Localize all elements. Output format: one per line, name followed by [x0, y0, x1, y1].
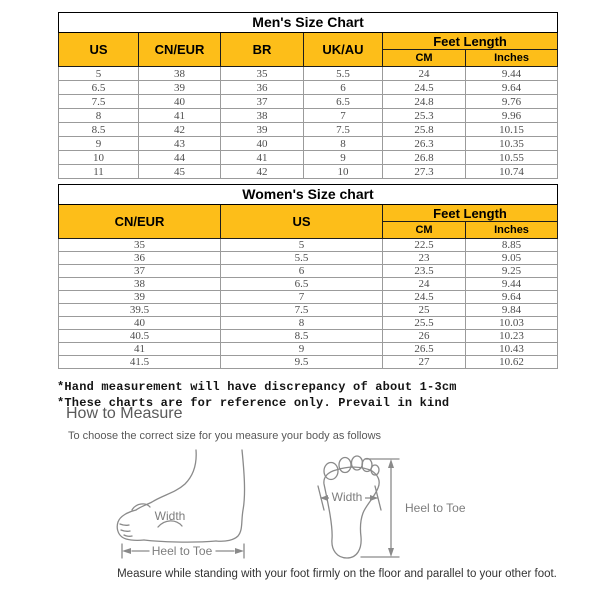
table-cell: 5.5 [221, 252, 383, 265]
table-row [59, 95, 558, 109]
table-cell: 5 [221, 239, 383, 252]
table-cell: 24.5 [383, 291, 466, 304]
table-cell: 39 [139, 81, 221, 95]
table-cell: 7.5 [59, 95, 139, 109]
column-header-feet-length: Feet Length [383, 205, 558, 222]
column-header-inches: Inches [466, 50, 558, 67]
column-header-br: BR [221, 33, 304, 67]
table-cell: 43 [139, 137, 221, 151]
table-cell: 41 [139, 109, 221, 123]
table-cell: 10.55 [466, 151, 558, 165]
table-cell: 41 [221, 151, 304, 165]
side-heel-to-toe-label: Heel to Toe [151, 544, 213, 558]
table-row [59, 330, 558, 343]
table-row [59, 252, 558, 265]
how-to-measure-subheading: To choose the correct size for you measure your body as follows [68, 430, 382, 442]
column-header-cn-eur: CN/EUR [59, 205, 221, 239]
column-header-us: US [221, 205, 383, 239]
table-row [59, 291, 558, 304]
table-cell: 40 [59, 317, 221, 330]
footprint-icon [315, 446, 477, 570]
table-cell: 10.43 [466, 343, 558, 356]
table-cell: 37 [59, 265, 221, 278]
table-cell: 9 [221, 343, 383, 356]
column-header-feet-length: Feet Length [383, 33, 558, 50]
table-row [59, 239, 558, 252]
table-cell: 39 [59, 291, 221, 304]
table-cell: 40.5 [59, 330, 221, 343]
table-cell: 45 [139, 165, 221, 179]
foot-side-view-diagram [108, 448, 258, 570]
table-cell: 10.62 [466, 356, 558, 369]
womens-chart-title: Women's Size chart [59, 185, 558, 205]
table-row [59, 304, 558, 317]
table-cell: 39.5 [59, 304, 221, 317]
table-cell: 24.8 [383, 95, 466, 109]
table-cell: 42 [221, 165, 304, 179]
table-row [59, 356, 558, 369]
table-cell: 26.3 [383, 137, 466, 151]
table-cell: 40 [221, 137, 304, 151]
table-cell: 8.5 [221, 330, 383, 343]
table-cell: 26 [383, 330, 466, 343]
table-cell: 7.5 [304, 123, 383, 137]
womens-chart-body [59, 239, 558, 369]
column-header-uk-au: UK/AU [304, 33, 383, 67]
table-cell: 11 [59, 165, 139, 179]
table-cell: 6.5 [304, 95, 383, 109]
table-cell: 39 [221, 123, 304, 137]
table-cell: 27.3 [383, 165, 466, 179]
table-cell: 44 [139, 151, 221, 165]
mens-size-chart-table [58, 12, 558, 179]
footprint-diagram [315, 446, 477, 570]
side-width-label: Width [154, 509, 186, 523]
how-to-measure-heading: How to Measure [66, 405, 183, 422]
note-hand-measurement: *Hand measurement will have discrepancy of about 1-3cm [57, 380, 457, 394]
table-cell: 24 [383, 67, 466, 81]
mens-chart-title-row [59, 13, 558, 33]
table-cell: 7 [304, 109, 383, 123]
table-cell: 26.5 [383, 343, 466, 356]
table-cell: 10.23 [466, 330, 558, 343]
table-cell: 6.5 [59, 81, 139, 95]
table-cell: 22.5 [383, 239, 466, 252]
mens-chart-title: Men's Size Chart [59, 13, 558, 33]
footprint-heel-to-toe-label: Heel to Toe [405, 501, 466, 515]
table-cell: 38 [59, 278, 221, 291]
table-cell: 9.44 [466, 278, 558, 291]
table-cell: 8.85 [466, 239, 558, 252]
column-header-cn-eur: CN/EUR [139, 33, 221, 67]
table-cell: 8 [221, 317, 383, 330]
column-header-cm: CM [383, 222, 466, 239]
table-cell: 37 [221, 95, 304, 109]
womens-size-chart-table [58, 184, 558, 369]
table-cell: 5 [59, 67, 139, 81]
table-cell: 9.25 [466, 265, 558, 278]
footprint-width-label: Width [331, 490, 363, 504]
table-row [59, 278, 558, 291]
table-cell: 9.5 [221, 356, 383, 369]
table-row [59, 123, 558, 137]
table-cell: 24 [383, 278, 466, 291]
table-cell: 25.5 [383, 317, 466, 330]
table-row [59, 165, 558, 179]
table-cell: 9.05 [466, 252, 558, 265]
table-cell: 23.5 [383, 265, 466, 278]
table-row [59, 151, 558, 165]
table-cell: 8 [59, 109, 139, 123]
table-cell: 9.44 [466, 67, 558, 81]
table-cell: 8.5 [59, 123, 139, 137]
table-cell: 25.8 [383, 123, 466, 137]
table-cell: 10.15 [466, 123, 558, 137]
table-row [59, 81, 558, 95]
table-row [59, 109, 558, 123]
table-cell: 9.96 [466, 109, 558, 123]
table-cell: 9.64 [466, 291, 558, 304]
table-cell: 7.5 [221, 304, 383, 317]
table-row [59, 67, 558, 81]
column-header-us: US [59, 33, 139, 67]
table-cell: 25.3 [383, 109, 466, 123]
column-header-inches: Inches [466, 222, 558, 239]
table-cell: 27 [383, 356, 466, 369]
table-cell: 10 [304, 165, 383, 179]
table-cell: 36 [221, 81, 304, 95]
table-cell: 10.74 [466, 165, 558, 179]
table-row [59, 137, 558, 151]
table-cell: 5.5 [304, 67, 383, 81]
womens-header-row [59, 205, 558, 222]
table-cell: 41 [59, 343, 221, 356]
table-cell: 41.5 [59, 356, 221, 369]
table-cell: 38 [221, 109, 304, 123]
note-reference-only: *These charts are for reference only. Prevail in kind [57, 396, 450, 410]
table-cell: 10 [59, 151, 139, 165]
table-cell: 25 [383, 304, 466, 317]
mens-header-row [59, 33, 558, 50]
table-cell: 6 [304, 81, 383, 95]
womens-chart-title-row [59, 185, 558, 205]
table-cell: 40 [139, 95, 221, 109]
table-cell: 36 [59, 252, 221, 265]
table-cell: 9.76 [466, 95, 558, 109]
table-row [59, 343, 558, 356]
table-cell: 35 [221, 67, 304, 81]
table-row [59, 265, 558, 278]
table-cell: 10.35 [466, 137, 558, 151]
table-cell: 23 [383, 252, 466, 265]
table-cell: 10.03 [466, 317, 558, 330]
table-cell: 38 [139, 67, 221, 81]
table-cell: 24.5 [383, 81, 466, 95]
foot-side-view-icon [108, 448, 258, 570]
table-cell: 9 [59, 137, 139, 151]
table-row [59, 317, 558, 330]
column-header-cm: CM [383, 50, 466, 67]
table-cell: 7 [221, 291, 383, 304]
table-cell: 9.64 [466, 81, 558, 95]
table-cell: 9.84 [466, 304, 558, 317]
table-cell: 42 [139, 123, 221, 137]
mens-chart-body [59, 67, 558, 179]
table-cell: 6 [221, 265, 383, 278]
table-cell: 6.5 [221, 278, 383, 291]
table-cell: 8 [304, 137, 383, 151]
table-cell: 35 [59, 239, 221, 252]
table-cell: 26.8 [383, 151, 466, 165]
measure-instruction: Measure while standing with your foot firmly on the floor and parallel to your other foot. [117, 568, 557, 580]
table-cell: 9 [304, 151, 383, 165]
